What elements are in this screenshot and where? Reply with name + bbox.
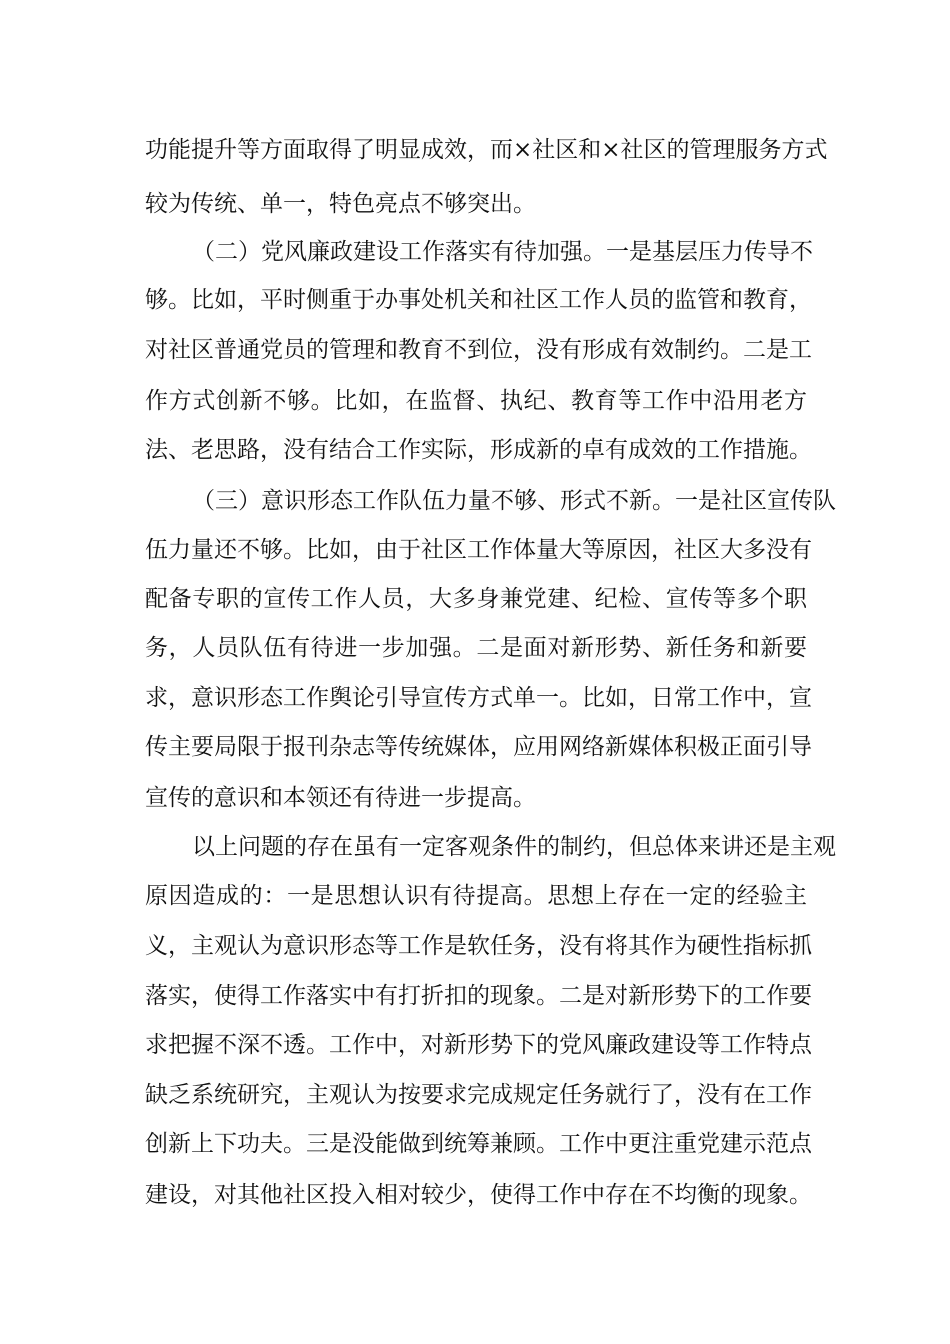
text-line: 创新上下功夫。三是没能做到统筹兼顾。工作中更注重党建示范点	[145, 1131, 812, 1157]
text-line: 义，主观认为意识形态等工作是软任务，没有将其作为硬性指标抓	[145, 933, 812, 959]
text-line: 建设，对其他社区投入相对较少，使得工作中存在不均衡的现象。	[145, 1182, 812, 1208]
text-line: 落实，使得工作落实中有打折扣的现象。二是对新形势下的工作要	[145, 983, 812, 1009]
text-line: 宣传的意识和本领还有待进一步提高。	[145, 785, 536, 811]
text-line: 原因造成的：一是思想认识有待提高。思想上存在一定的经验主	[145, 883, 807, 909]
text-line: 作方式创新不够。比如，在监督、执纪、教育等工作中沿用老方	[145, 388, 807, 414]
text-line: 伍力量还不够。比如，由于社区工作体量大等原因，社区大多没有	[145, 537, 812, 563]
text-line: 配备专职的宣传工作人员，大多身兼党建、纪检、宣传等多个职	[145, 586, 807, 612]
text-line: 求把握不深不透。工作中，对新形势下的党风廉政建设等工作特点	[145, 1032, 812, 1058]
text-line: 务，人员队伍有待进一步加强。二是面对新形势、新任务和新要	[145, 635, 807, 661]
text-line: 较为传统、单一，特色亮点不够突出。	[145, 191, 536, 217]
text-line: 对社区普通党员的管理和教育不到位，没有形成有效制约。二是工	[145, 337, 812, 363]
text-line: 功能提升等方面取得了明显成效，而×社区和×社区的管理服务方式	[145, 137, 828, 163]
text-line: 法、老思路，没有结合工作实际，形成新的卓有成效的工作措施。	[145, 437, 812, 463]
paragraph-first-line: （二）党风廉政建设工作落实有待加强。一是基层压力传导不	[192, 239, 813, 265]
text-line: 缺乏系统研究，主观认为按要求完成规定任务就行了，没有在工作	[145, 1082, 812, 1108]
paragraph-first-line: （三）意识形态工作队伍力量不够、形式不新。一是社区宣传队	[192, 488, 836, 514]
text-line: 求，意识形态工作舆论引导宣传方式单一。比如，日常工作中，宣	[145, 685, 812, 711]
paragraph-first-line: 以上问题的存在虽有一定客观条件的制约，但总体来讲还是主观	[192, 834, 836, 860]
text-line: 传主要局限于报刊杂志等传统媒体，应用网络新媒体积极正面引导	[145, 734, 812, 760]
text-line: 够。比如，平时侧重于办事处机关和社区工作人员的监管和教育，	[145, 287, 812, 313]
